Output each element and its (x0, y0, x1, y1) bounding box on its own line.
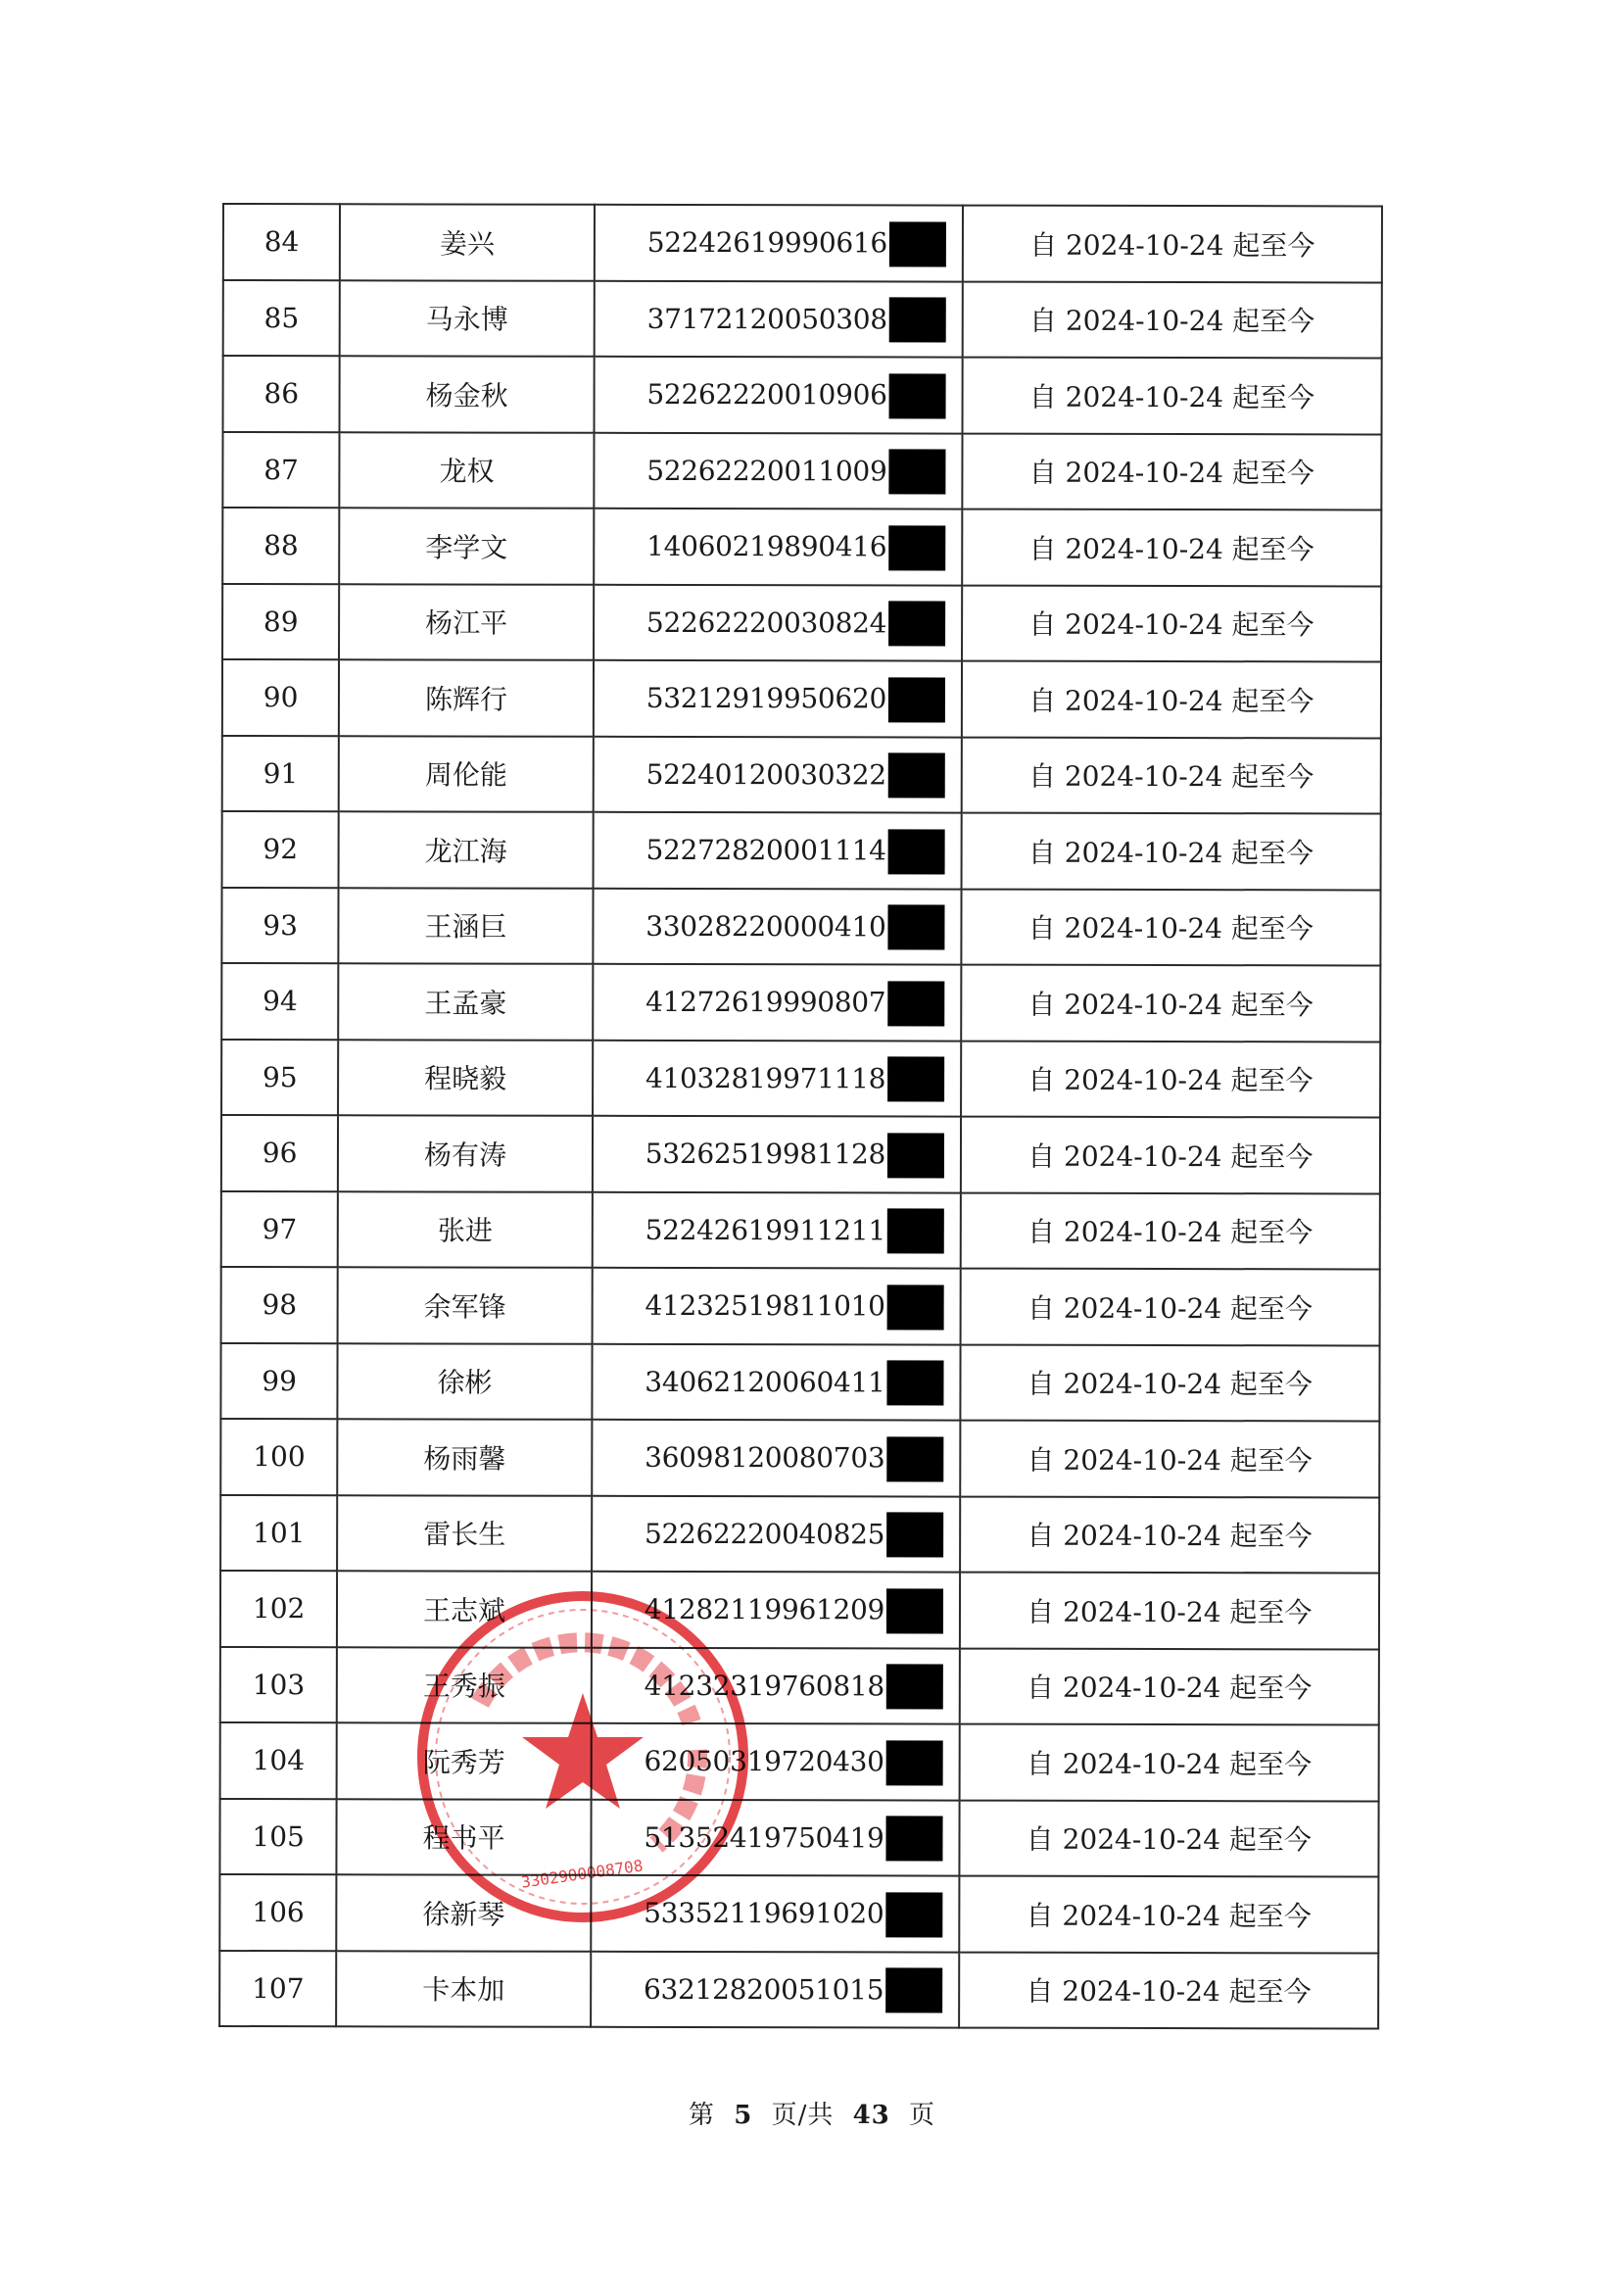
row-id-number: 52262220040825 (644, 1517, 885, 1551)
row-period: 自 2024-10-24 起至今 (960, 1269, 1379, 1345)
row-name: 马永博 (340, 280, 595, 357)
row-period: 自 2024-10-24 起至今 (961, 813, 1380, 890)
table-row (223, 280, 1382, 359)
table-row (219, 1874, 1378, 1953)
row-number: 104 (220, 1722, 337, 1799)
row-id-wrap (595, 448, 945, 494)
row-name: 王秀振 (337, 1647, 592, 1723)
row-name: 徐彬 (338, 1343, 593, 1420)
footer-suffix: 页 (909, 2101, 936, 2130)
row-id-number: 52242619911211 (645, 1213, 885, 1247)
row-number: 91 (222, 736, 339, 812)
row-number: 101 (220, 1494, 337, 1571)
row-name: 龙江海 (339, 811, 594, 888)
row-id-number: 33028220000410 (645, 909, 886, 944)
table-row (220, 1342, 1379, 1421)
row-id-number: 53352119691020 (644, 1897, 884, 1930)
row-id-number: 53212919950620 (645, 682, 887, 715)
table-row (223, 356, 1382, 434)
row-period: 自 2024-10-24 起至今 (961, 889, 1380, 965)
row-id-number: 51352419750419 (644, 1820, 884, 1855)
table-row (222, 659, 1381, 738)
table-row (222, 736, 1381, 814)
redaction-block (885, 1968, 942, 2013)
row-period: 自 2024-10-24 起至今 (962, 281, 1381, 358)
row-number: 90 (222, 659, 339, 736)
row-name: 杨金秋 (340, 356, 595, 432)
row-period: 自 2024-10-24 起至今 (961, 965, 1380, 1042)
row-period: 自 2024-10-24 起至今 (960, 1421, 1379, 1497)
row-name: 阮秀芳 (337, 1722, 592, 1799)
row-id-wrap (594, 980, 944, 1026)
row-id-wrap (594, 1207, 944, 1253)
row-period: 自 2024-10-24 起至今 (961, 737, 1380, 813)
row-id-cell (594, 584, 962, 660)
table-row (221, 1267, 1380, 1345)
seal-star-icon (522, 1693, 644, 1809)
row-id-cell (592, 1420, 960, 1496)
row-number: 85 (223, 280, 340, 357)
row-name: 程书平 (337, 1799, 592, 1875)
row-id-cell (593, 1191, 961, 1268)
redaction-block (889, 373, 946, 418)
row-id-number: 52262220011009 (646, 454, 887, 488)
row-name: 程晓毅 (338, 1040, 593, 1116)
row-period: 自 2024-10-24 起至今 (959, 1648, 1378, 1724)
table-row (222, 584, 1381, 662)
row-period: 自 2024-10-24 起至今 (959, 1800, 1378, 1876)
redaction-block (887, 905, 944, 950)
row-period: 自 2024-10-24 起至今 (961, 1041, 1380, 1117)
row-id-wrap (596, 220, 946, 267)
row-id-number: 52272820001114 (645, 834, 886, 867)
row-id-number: 63212820051015 (643, 1972, 884, 2007)
table-row (220, 1494, 1379, 1573)
row-id-wrap (593, 1359, 943, 1405)
row-period: 自 2024-10-24 起至今 (960, 1496, 1379, 1573)
redaction-block (886, 1665, 943, 1710)
row-period: 自 2024-10-24 起至今 (960, 1344, 1379, 1421)
redaction-block (887, 1284, 944, 1330)
row-number: 92 (222, 811, 339, 888)
row-id-number: 52240120030322 (645, 757, 886, 792)
row-id-number: 36098120080703 (645, 1441, 885, 1475)
row-id-cell (593, 812, 961, 889)
row-id-cell (591, 1951, 959, 2027)
row-name: 周伦能 (339, 736, 594, 812)
row-id-number: 14060219890416 (646, 530, 887, 563)
redaction-block (888, 525, 945, 570)
redaction-block (889, 221, 946, 267)
row-id-cell (593, 964, 961, 1041)
row-id-wrap (594, 1055, 944, 1101)
row-id-cell (593, 888, 961, 964)
row-number: 107 (219, 1950, 336, 2026)
table-row (222, 432, 1381, 510)
row-name: 卡本加 (336, 1951, 591, 2027)
row-id-wrap (594, 1132, 944, 1178)
table-row (221, 1190, 1380, 1269)
redaction-block (887, 1209, 944, 1254)
redaction-block (885, 1892, 942, 1937)
redaction-block (888, 677, 945, 722)
row-period: 自 2024-10-24 起至今 (961, 1117, 1380, 1193)
row-name: 杨江平 (339, 584, 594, 660)
table-row (220, 1646, 1379, 1724)
row-id-wrap (593, 1284, 943, 1330)
row-id-number: 37172120050308 (646, 302, 887, 336)
table-row (221, 963, 1380, 1042)
row-id-wrap (595, 600, 945, 646)
row-id-number: 41232519811010 (645, 1289, 885, 1323)
row-id-cell (594, 660, 962, 737)
row-name: 余军锋 (338, 1267, 593, 1343)
row-id-number: 34062120060411 (645, 1365, 885, 1399)
redaction-block (888, 602, 945, 647)
redaction-block (886, 1361, 943, 1406)
row-name: 王孟豪 (339, 963, 594, 1040)
roster-table-body (219, 204, 1382, 2028)
row-period: 自 2024-10-24 起至今 (959, 1724, 1378, 1801)
row-period: 自 2024-10-24 起至今 (959, 1952, 1378, 2028)
row-period: 自 2024-10-24 起至今 (960, 1573, 1379, 1649)
row-number: 97 (221, 1190, 338, 1267)
row-number: 94 (221, 963, 338, 1040)
row-number: 98 (221, 1267, 338, 1343)
row-id-number: 41282119961209 (644, 1593, 885, 1626)
row-id-cell (592, 1268, 960, 1344)
row-id-number: 41232319760818 (644, 1669, 884, 1703)
row-id-wrap (592, 1966, 942, 2012)
redaction-block (887, 1133, 944, 1178)
seal-code-text: 3302900008708 (519, 1856, 645, 1892)
redaction-block (888, 450, 945, 495)
row-number: 87 (222, 432, 339, 509)
redaction-block (888, 829, 945, 874)
footer-middle: 页/共 (771, 2101, 835, 2130)
row-number: 105 (219, 1798, 336, 1874)
row-number: 93 (221, 888, 338, 964)
row-period: 自 2024-10-24 起至今 (960, 1192, 1379, 1269)
redaction-block (887, 1057, 944, 1102)
row-id-cell (594, 432, 962, 509)
row-number: 100 (220, 1419, 337, 1495)
row-name: 姜兴 (340, 204, 595, 280)
row-period: 自 2024-10-24 起至今 (959, 1876, 1378, 1953)
row-id-cell (594, 357, 962, 433)
row-number: 96 (221, 1115, 338, 1191)
footer-total-pages: 43 (852, 2101, 890, 2130)
row-id-wrap (593, 1511, 943, 1557)
row-id-cell (594, 509, 962, 585)
table-row (219, 1798, 1378, 1876)
row-name: 王涵巨 (339, 888, 594, 964)
redaction-block (886, 1740, 943, 1785)
seal-arc-text-right (656, 1750, 697, 1845)
row-id-wrap (595, 751, 945, 798)
table-row (223, 204, 1382, 282)
row-id-number: 52242619990616 (646, 226, 887, 260)
row-name: 雷长生 (337, 1495, 592, 1572)
row-period: 自 2024-10-24 起至今 (962, 661, 1381, 738)
row-id-cell (593, 1040, 961, 1116)
redaction-block (888, 753, 945, 799)
row-id-cell (592, 1343, 960, 1420)
row-period: 自 2024-10-24 起至今 (962, 358, 1381, 434)
row-id-cell (592, 1495, 960, 1572)
row-number: 95 (221, 1040, 338, 1116)
footer-page-number: 5 (734, 2101, 753, 2130)
redaction-block (886, 1436, 943, 1481)
row-name: 龙权 (340, 432, 595, 509)
official-seal-stamp (411, 1585, 754, 1928)
row-name: 杨雨馨 (338, 1419, 593, 1495)
redaction-block (886, 1817, 943, 1862)
row-name: 张进 (338, 1191, 593, 1268)
row-number: 99 (220, 1342, 337, 1419)
row-number: 84 (223, 204, 340, 280)
row-id-cell (595, 205, 963, 281)
row-id-wrap (596, 296, 946, 342)
row-name: 陈辉行 (339, 659, 594, 736)
row-name: 李学文 (339, 508, 594, 584)
table-row (220, 1571, 1379, 1649)
table-row (222, 508, 1381, 586)
row-id-cell (593, 1116, 961, 1192)
row-id-number: 62050319720430 (644, 1745, 884, 1778)
row-number: 88 (222, 508, 339, 584)
table-row (221, 888, 1380, 966)
row-id-wrap (594, 828, 944, 874)
table-row (219, 1950, 1378, 2028)
row-period: 自 2024-10-24 起至今 (963, 206, 1382, 282)
row-id-cell (595, 280, 963, 357)
row-name: 杨有涛 (338, 1115, 593, 1191)
redaction-block (889, 298, 946, 343)
page-footer (0, 2095, 1624, 2131)
row-period: 自 2024-10-24 起至今 (962, 433, 1381, 509)
row-id-wrap (593, 1435, 943, 1481)
row-number: 86 (223, 356, 340, 432)
row-period: 自 2024-10-24 起至今 (962, 585, 1381, 661)
row-name: 王志斌 (337, 1571, 592, 1647)
row-number: 103 (220, 1646, 337, 1722)
row-number: 89 (222, 584, 339, 660)
footer-prefix: 第 (688, 2101, 715, 2130)
row-id-wrap (595, 524, 945, 570)
redaction-block (886, 1513, 943, 1558)
redaction-block (886, 1588, 943, 1633)
redaction-block (887, 981, 944, 1026)
row-id-number: 41272619990807 (645, 986, 886, 1019)
table-row (222, 811, 1381, 890)
row-id-wrap (594, 903, 944, 949)
table-row (221, 1040, 1380, 1118)
roster-table (218, 203, 1383, 2029)
row-id-number: 52262220010906 (646, 378, 887, 412)
row-name: 徐新琴 (337, 1874, 592, 1951)
row-id-wrap (595, 372, 945, 418)
row-id-wrap (595, 676, 945, 722)
row-id-number: 41032819971118 (645, 1061, 886, 1095)
row-number: 106 (219, 1874, 336, 1951)
table-row (221, 1115, 1380, 1193)
row-number: 102 (220, 1571, 337, 1647)
row-id-cell (594, 736, 962, 812)
table-row (220, 1419, 1379, 1497)
row-period: 自 2024-10-24 起至今 (962, 509, 1381, 586)
table-row (220, 1722, 1379, 1801)
row-id-number: 53262519981128 (645, 1138, 886, 1171)
row-id-number: 52262220030824 (645, 606, 887, 640)
